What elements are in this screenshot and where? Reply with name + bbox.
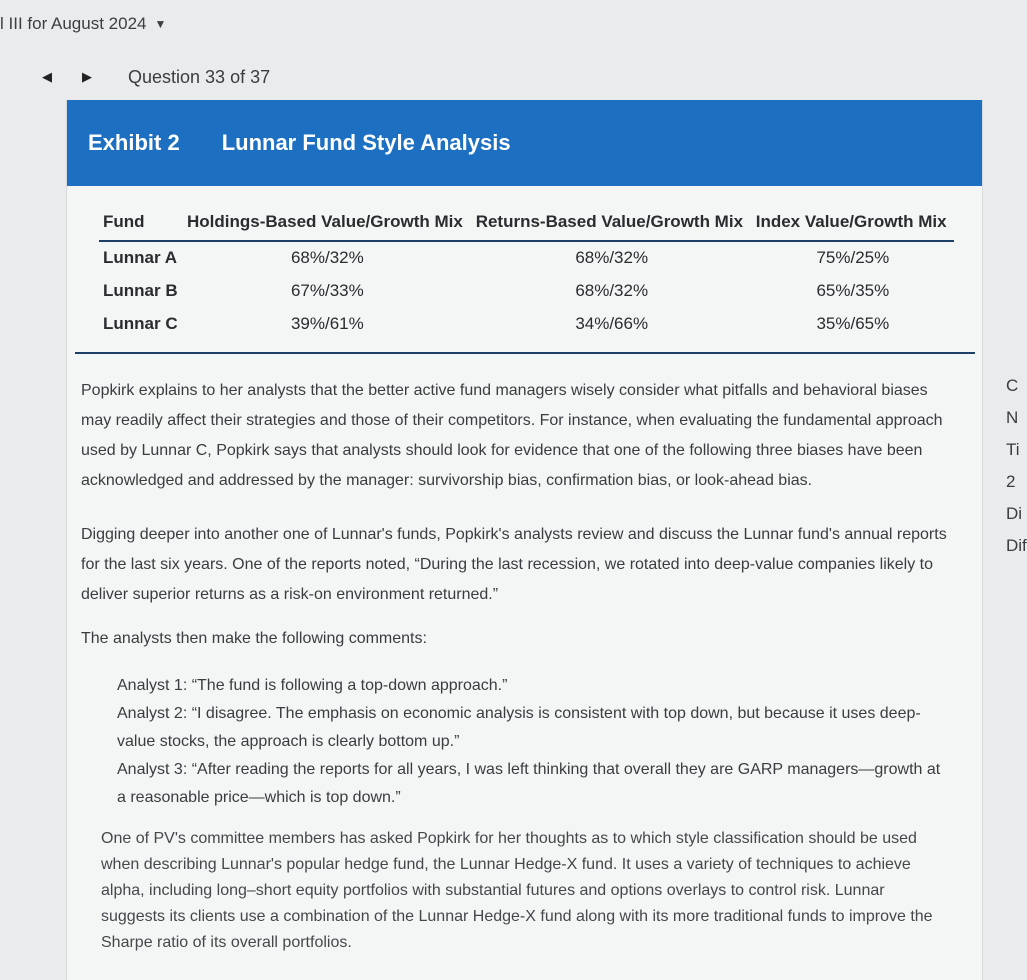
analyst-3-comment: Analyst 3: “After reading the reports for all years, I was left thinking that overall they are GARP managers—growth at a reasonable price—which is top down.” [117,761,941,806]
paragraph-biases: Popkirk explains to her analysts that the better active fund managers wisely consider what pitfalls and behavioral biases may readily affect their strategies and those of their competitors. For instance, when evaluating the fundamental approach used by Lunnar C, Popkirk says that analysts should look for evidence that one of the following three biases have been acknowledged and addressed by the manager: survivorship bias, confirmation bias, or look-ahead bias. [81,382,943,489]
returns-mix-cell: 68%/32% [575,281,649,300]
exhibit-label: Exhibit 2 [88,130,180,155]
returns-mix-cell: 68%/32% [575,248,649,267]
column-header: Returns-Based Value/Growth Mix [472,208,752,241]
paragraph-comments-intro: The analysts then make the following comments: [81,630,427,647]
side-text: Di [1006,504,1023,523]
table-row [99,241,954,275]
index-mix-cell: 75%/25% [816,248,890,267]
side-text: N [1006,408,1019,427]
question-nav [36,66,270,88]
exhibit-table [99,208,954,341]
course-title: l III for August 2024 [0,14,147,33]
column-header: Fund [99,208,183,241]
analyst-1-comment: Analyst 1: “The fund is following a top-down approach.” [117,677,508,694]
holdings-mix-cell: 67%/33% [290,281,364,300]
fund-name-cell: Lunnar B [103,281,178,300]
holdings-mix-cell: 39%/61% [290,314,364,333]
table-divider [75,352,975,354]
side-text: Dif [1006,536,1027,555]
index-mix-cell: 35%/65% [816,314,890,333]
arrow-right-icon: ▶ [82,69,92,84]
index-mix-cell: 65%/35% [816,281,890,300]
arrow-left-icon: ◀ [42,69,52,84]
next-question-button[interactable] [76,66,98,88]
exhibit-title: Lunnar Fund Style Analysis [221,130,511,155]
table-header-row [99,208,954,241]
fund-name-cell: Lunnar C [103,314,178,333]
side-text: Ti [1006,440,1020,459]
question-counter: Question 33 of 37 [128,66,271,87]
table-row [99,275,954,308]
returns-mix-cell: 34%/66% [575,314,649,333]
previous-question-button[interactable] [36,66,58,88]
column-header: Holdings-Based Value/Growth Mix [183,208,472,241]
chevron-down-icon: ▼ [154,17,167,31]
paragraph-hedge-fund: One of PV's committee members has asked Popkirk for her thoughts as to which style classification should be used when describing Lunnar's popular hedge fund, the Lunnar Hedge-X fund. It uses a variety of techniques to achieve alpha, including long–short equity portfolios with substantial futures and options overlays to control risk. Lunnar suggests its clients use a combination of the Lunnar Hedge-X fund along with its more traditional funds to improve the Sharpe ratio of its overall portfolios. [101,830,933,951]
table-row [99,308,954,341]
holdings-mix-cell: 68%/32% [290,248,364,267]
paragraph-annual-reports: Digging deeper into another one of Lunnar's funds, Popkirk's analysts review and discuss the Lunnar fund's annual reports for the last six years. One of the reports noted, “During the last recession, we rotated into deep-value companies likely to deliver superior returns as a risk-on environment returned.” [81,526,947,603]
question-content-panel[interactable] [66,100,983,980]
exhibit-banner [67,100,982,186]
side-text: 2 [1006,472,1016,491]
fund-name-cell: Lunnar A [103,248,177,267]
analyst-comments [117,672,947,812]
column-header: Index Value/Growth Mix [752,208,954,241]
right-panel-clipped [1006,370,1027,562]
course-title-dropdown[interactable] [0,14,166,34]
analyst-2-comment: Analyst 2: “I disagree. The emphasis on economic analysis is consistent with top down, but because it uses deep-value stocks, the approach is clearly bottom up.” [117,705,921,750]
side-text: C [1006,376,1019,395]
